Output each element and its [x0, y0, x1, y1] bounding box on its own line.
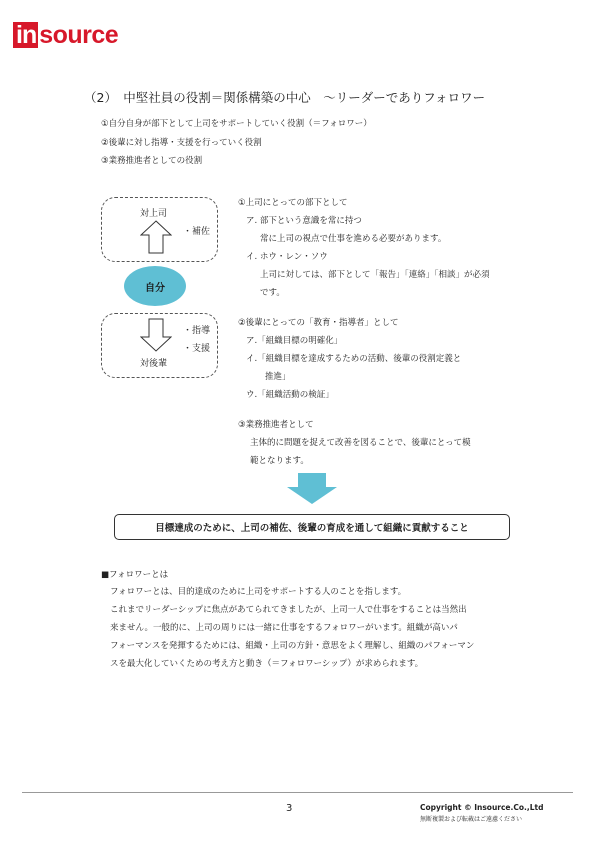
up-arrow-icon	[140, 220, 172, 254]
logo-source: source	[39, 21, 119, 49]
s2-b2: 推進」	[265, 372, 291, 382]
s1-b: イ. ホウ・レン・ソウ	[246, 252, 328, 262]
conclusion-box: 目標達成のために、上司の補佐、後輩の育成を通して組織に貢献すること	[114, 514, 510, 540]
follower-title: ■フォロワーとは	[101, 570, 169, 580]
boss-label: 対上司	[140, 209, 168, 219]
follower-line-2: これまでリーダーシップに焦点があてられてきましたが、上司一人で仕事をすることは当然出	[110, 605, 467, 615]
follower-line-4: フォーマンスを発揮するためには、組織・上司の方針・意思をよく理解し、組織のパフォーマン	[110, 641, 475, 651]
s1-title: ①上司にとっての部下として	[238, 198, 348, 208]
guidance-label: ・指導	[183, 326, 211, 336]
assistance-label: ・支援	[183, 344, 211, 354]
s1-a: ア. 部下という意識を常に持つ	[246, 216, 362, 226]
role-item-3: ③業務推進者としての役割	[101, 156, 203, 166]
s1-b-desc2: です。	[260, 288, 285, 298]
s2-c: ウ.「組織活動の検証」	[246, 390, 334, 400]
logo-in: in	[13, 22, 38, 48]
self-circle: 自分	[124, 266, 186, 306]
follower-line-3: 来ません。一般的に、上司の周りには一緒に仕事をするフォロワーがいます。組織が高いパ	[110, 623, 458, 633]
role-item-2: ②後輩に対し指導・支援を行っていく役割	[101, 138, 262, 148]
s1-a-desc: 常に上司の視点で仕事を進める必要があります。	[260, 234, 447, 244]
follower-line-1: フォロワーとは、目的達成のために上司をサポートする人のことを指します。	[110, 587, 407, 597]
copyright: Copyright © Insource.Co.,Ltd	[420, 803, 544, 812]
follower-line-5: スを最大化していくための考え方と動き（＝フォロワーシップ）が求められます。	[110, 659, 424, 669]
copyright-notice: 無断複製および転載はご遠慮ください	[420, 816, 523, 823]
footer-divider	[22, 792, 573, 793]
s2-title: ②後輩にとっての「教育・指導者」として	[238, 318, 399, 328]
s1-b-desc1: 上司に対しては、部下として「報告」「連絡」「相談」が必須	[260, 270, 490, 280]
down-arrow-icon	[140, 318, 172, 352]
section-heading: （2） 中堅社員の役割＝関係構築の中心 ～リーダーでありフォロワー	[84, 90, 486, 105]
s3-title: ③業務推進者として	[238, 420, 314, 430]
page-number: 3	[286, 803, 293, 814]
support-label: ・補佐	[183, 227, 211, 237]
s2-b1: イ.「組織目標を達成するための活動、後輩の役割定義と	[246, 354, 462, 364]
s3-desc1: 主体的に問題を捉えて改善を図ることで、後輩にとって模	[250, 438, 471, 448]
s2-a: ア.「組織目標の明確化」	[246, 336, 343, 346]
junior-label: 対後輩	[140, 359, 168, 369]
s3-desc2: 範となります。	[250, 456, 309, 466]
role-item-1: ①自分自身が部下として上司をサポートしていく役割（＝フォロワー）	[101, 119, 372, 129]
big-down-arrow-icon	[286, 473, 338, 505]
insource-logo	[13, 22, 118, 48]
